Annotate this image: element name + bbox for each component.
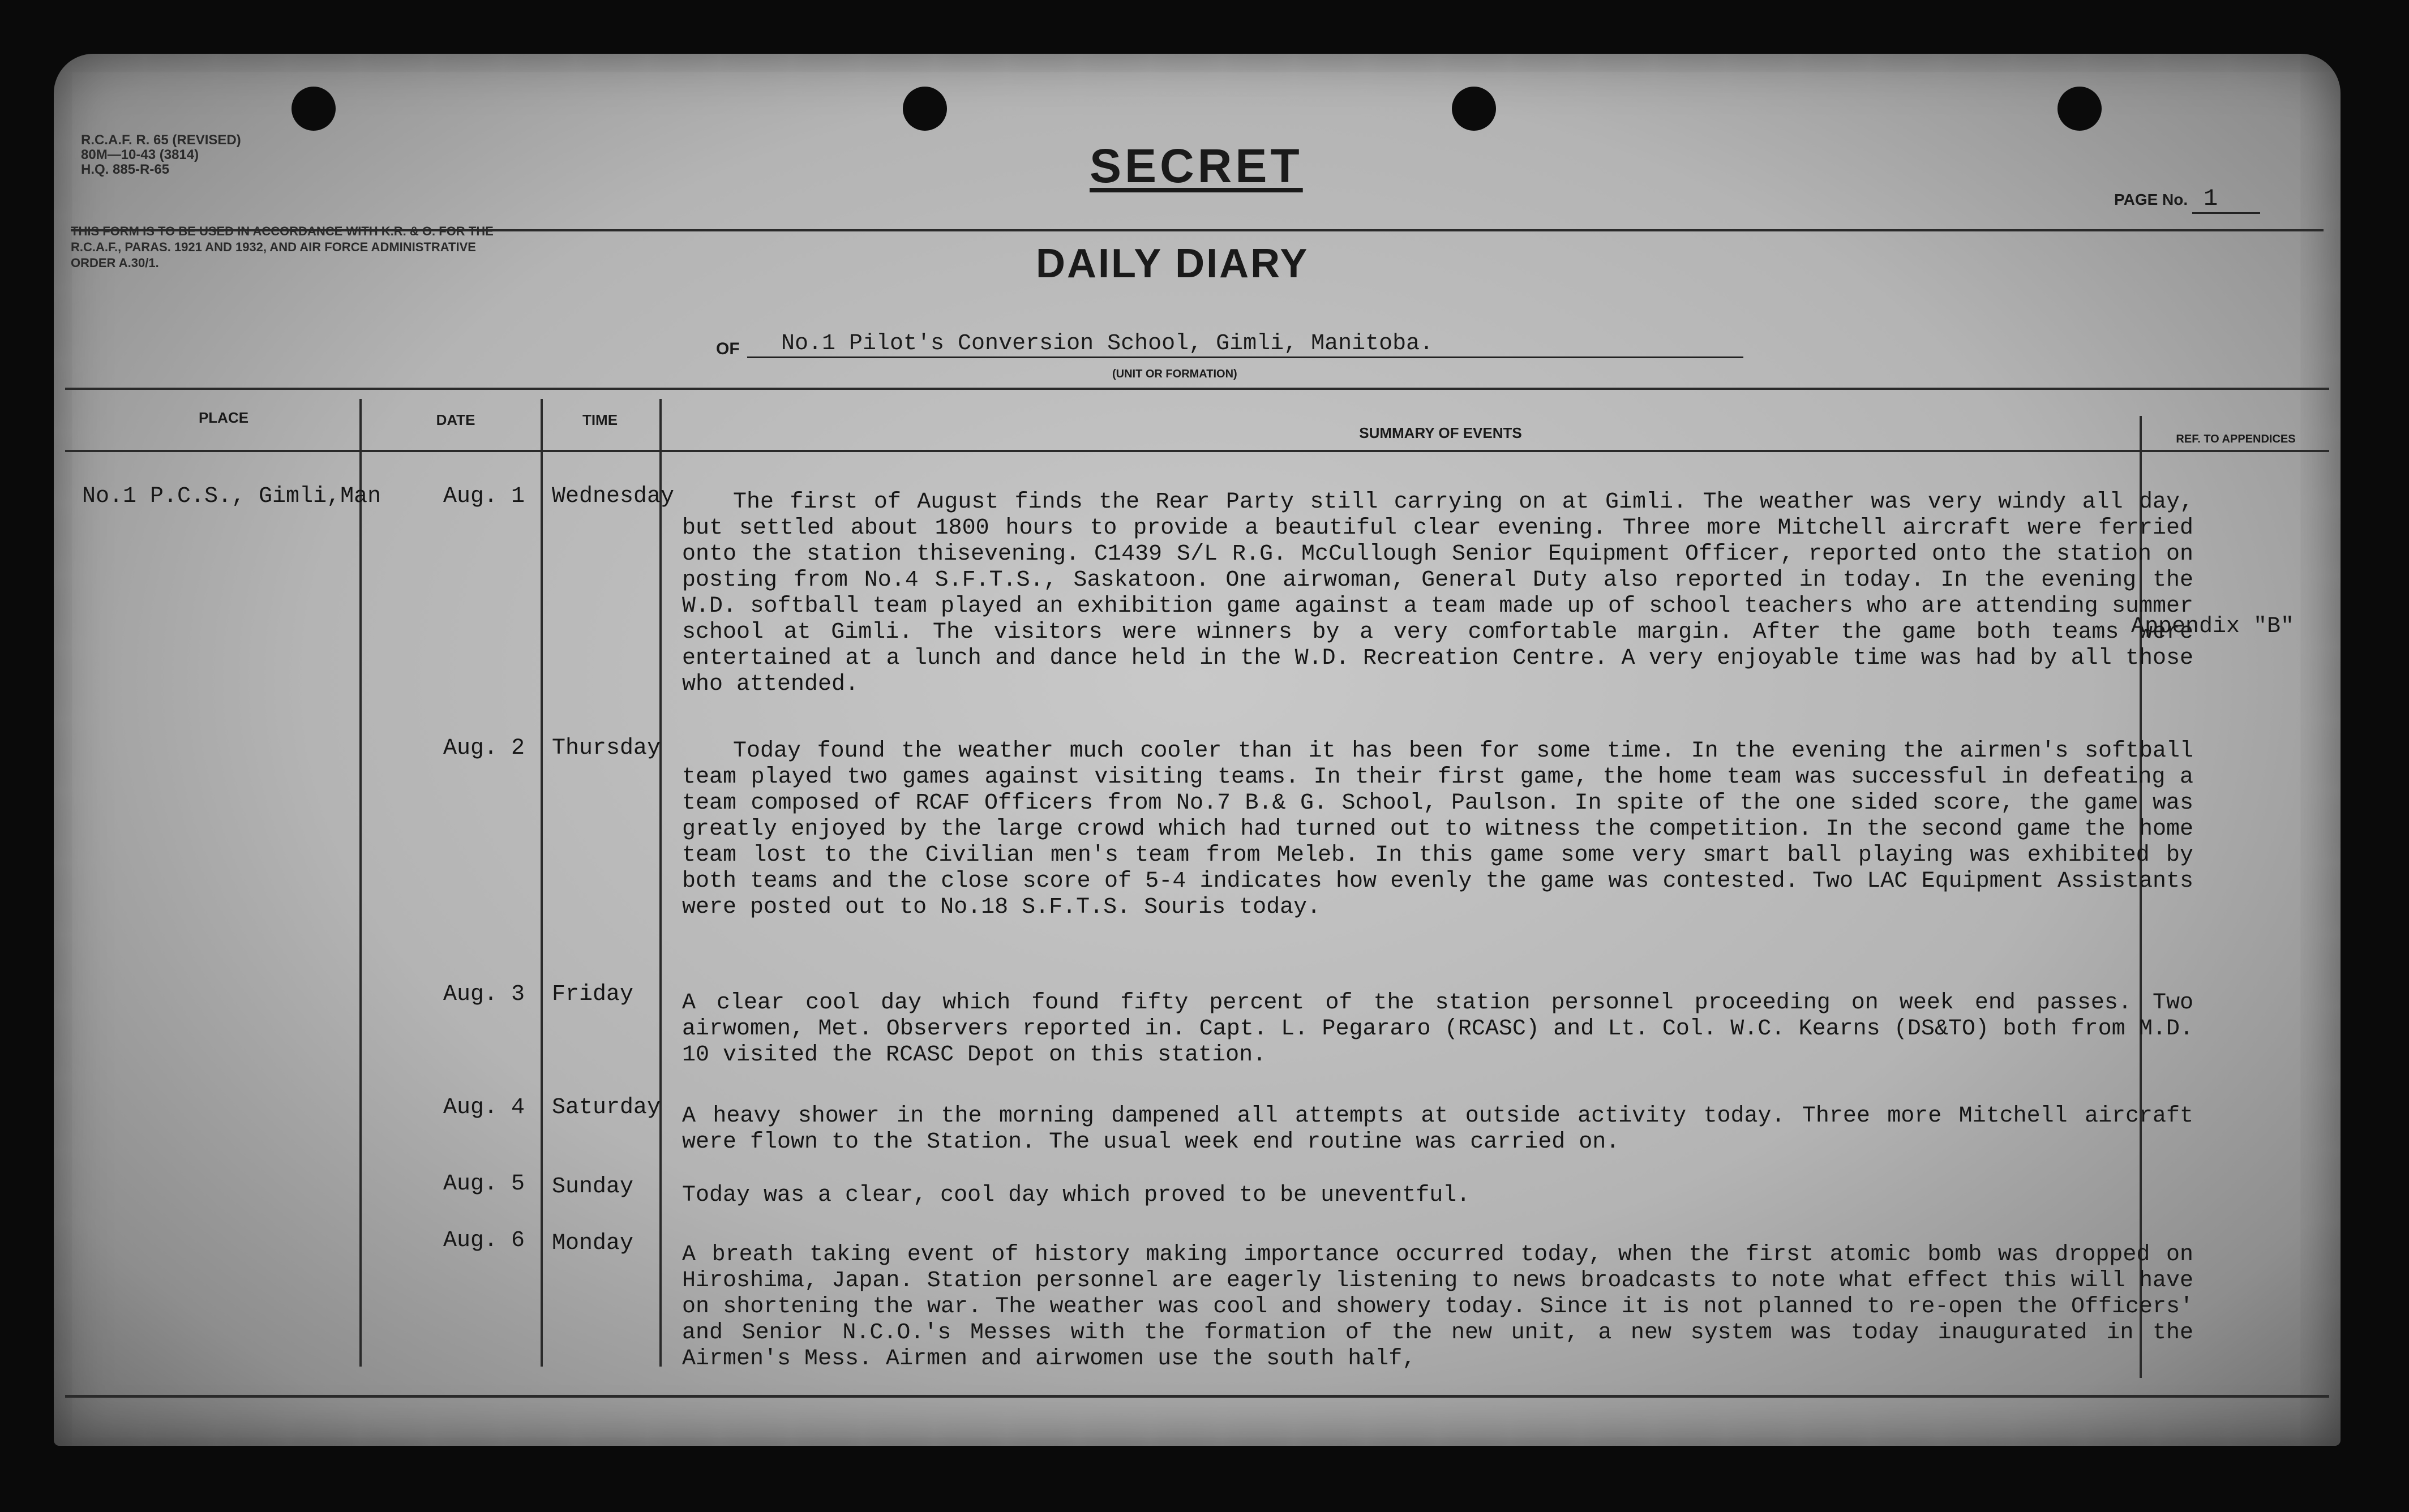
appendix-ref: Appendix "B"	[2131, 614, 2295, 639]
binder-hole	[2057, 87, 2102, 131]
entry-date: Aug. 4	[443, 1095, 525, 1120]
of-label: OF	[716, 340, 740, 358]
diary-page	[54, 54, 2341, 1446]
page-number-label: PAGE No.	[2114, 191, 2188, 208]
entry-date: Aug. 5	[443, 1171, 525, 1197]
col-header-summary: SUMMARY OF EVENTS	[1359, 424, 1522, 441]
entry-date: Aug. 1	[443, 484, 525, 509]
binder-hole	[292, 87, 336, 131]
entry-summary: A heavy shower in the morning dampened all attempts at outside activity today. Three more Mitchell aircraft were flown to the Station. The usual week end routine was carried on.	[682, 1103, 2193, 1155]
rule-bottom	[65, 1395, 2329, 1398]
entry-date: Aug. 6	[443, 1228, 525, 1253]
rule-header-top	[65, 388, 2329, 390]
page-title: DAILY DIARY	[1036, 241, 1309, 286]
entry-summary: The first of August finds the Rear Party still carrying on at Gimli. The weather was very windy all day, but settled about 1800 hours to provide a beautiful clear evening. Three more Mitchell aircraft were ferried onto the station thisevening. C1439 S/L R.G. McCullough Senior Equipment Officer, reported onto the station on posting from No.4 S.F.T.S., Saskatoon. One airwoman, General Duty also reported in today. In the evening the W.D. softball team played an exhibition game against a team made up of school teachers who are attending summer school at Gimli. The visitors were winners by a very comfortable margin. After the game both teams were entertained at a lunch and dance held in the W.D. Recreation Centre. A very enjoyable time was had by all those who attended.	[682, 489, 2193, 697]
rule-top	[71, 229, 2324, 231]
entry-day: Monday	[552, 1231, 634, 1256]
entry-day: Friday	[552, 982, 634, 1007]
form-code-line: H.Q. 885-R-65	[81, 162, 170, 177]
entry-day: Sunday	[552, 1174, 634, 1200]
page-number: 1	[2192, 185, 2260, 214]
unit-name: No.1 Pilot's Conversion School, Gimli, Manitoba.	[747, 331, 1743, 358]
col-header-place: PLACE	[198, 409, 249, 426]
entry-day: Thursday	[552, 736, 661, 761]
entry-date: Aug. 3	[443, 982, 525, 1007]
form-code-line: 80M—10-43 (3814)	[81, 147, 199, 162]
page-number-field	[2114, 185, 2260, 214]
entry-summary: A breath taking event of history making importance occurred today, when the first atomic bomb was dropped on Hiroshima, Japan. Station personnel are eagerly listening to news broadcasts to note what effect this will have on shortening the war. The weather was cool and showery today. Since it is not planned to re-open the Officers' and Senior N.C.O.'s Messes with the formation of the new unit, a new system was today inaugurated in the Airmen's Mess. Airmen and airwomen use the south half,	[682, 1242, 2193, 1372]
binder-hole	[903, 87, 947, 131]
col-divider	[541, 399, 543, 1367]
col-header-ref: REF. TO APPENDICES	[2176, 433, 2296, 445]
entry-date: Aug. 2	[443, 736, 525, 761]
col-divider	[359, 399, 362, 1367]
rule-header-bottom	[65, 450, 2329, 452]
entry-summary: Today found the weather much cooler than it has been for some time. In the evening the airmen's softball team played two games against visiting teams. In their first game, the home team was successful in defeating a team composed of RCAF Officers from No.7 B.& G. School, Paulson. In spite of the one sided score, the game was greatly enjoyed by the large crowd which had turned out to witness the competition. In the second game the home team lost to the Civilian men's team from Meleb. In this game some very smart ball playing was exhibited by both teams and the close score of 5-4 indicates how evenly the game was contested. Two LAC Equipment Assistants were posted out to No.18 S.F.T.S. Souris today.	[682, 738, 2193, 920]
binder-hole	[1452, 87, 1496, 131]
form-code	[81, 133, 241, 177]
col-header-time: TIME	[582, 411, 618, 428]
form-code-line: R.C.A.F. R. 65 (REVISED)	[81, 132, 241, 148]
col-divider	[659, 399, 662, 1367]
entry-summary: A clear cool day which found fifty percent of the station personnel proceeding on week end passes. Two airwomen, Met. Observers reported in. Capt. L. Pegararo (RCASC) and Lt. Col. W.C. Kearns (DS&TO) both from M.D. 10 visited the RCASC Depot on this station.	[682, 990, 2193, 1068]
unit-caption: (UNIT OR FORMATION)	[1112, 368, 1237, 380]
entry-day: Wednesday	[552, 484, 675, 509]
entry-day: Saturday	[552, 1095, 661, 1120]
place-cell: No.1 P.C.S., Gimli,Man	[82, 484, 382, 509]
classification-stamp: SECRET	[1090, 139, 1303, 192]
col-header-date: DATE	[436, 411, 475, 428]
form-usage-note: R.C.A.F., PARAS. 1921 AND 1932, AND AIR FORCE ADMINISTRATIVE ORDER A.30/1.	[71, 240, 476, 270]
entry-summary: Today was a clear, cool day which proved to be uneventful.	[682, 1183, 1471, 1208]
